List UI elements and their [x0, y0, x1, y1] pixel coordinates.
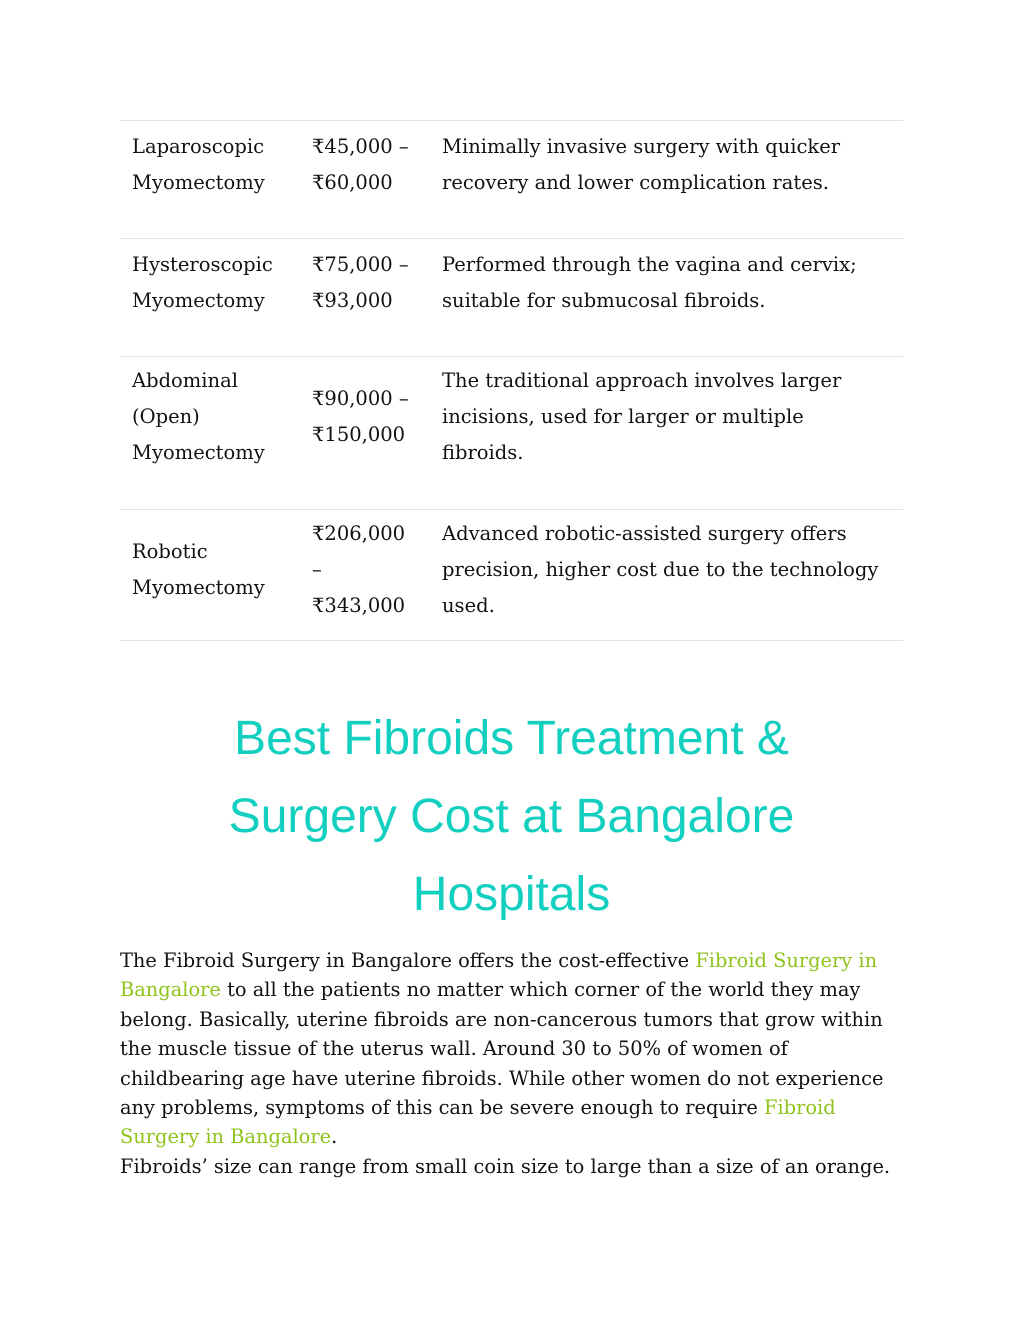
procedure-cell — [120, 357, 300, 509]
cost-cell — [300, 239, 430, 356]
description-text: incisions, used for larger or multiple — [442, 405, 804, 428]
paragraph-text: . — [331, 1125, 338, 1149]
table-row — [120, 239, 903, 357]
procedure-cell — [120, 239, 300, 356]
procedure-name: Myomectomy — [132, 289, 265, 312]
description-text: fibroids. — [442, 441, 524, 464]
section-heading — [120, 700, 903, 934]
fibroid-surgery-link[interactable]: Fibroid Surgery in Bangalore — [120, 949, 878, 1002]
description-text: used. — [442, 594, 495, 617]
heading-line: Best Fibroids Treatment & — [234, 712, 789, 765]
procedure-name: Myomectomy — [132, 171, 265, 194]
cost-range: ₹93,000 — [312, 289, 393, 312]
cost-table — [120, 120, 903, 641]
description-text: precision, higher cost due to the technology — [442, 558, 879, 581]
procedure-name: Laparoscopic — [132, 135, 265, 158]
cost-range: ₹60,000 — [312, 171, 393, 194]
description-text: suitable for submucosal fibroids. — [442, 289, 766, 312]
heading-line: Hospitals — [412, 868, 611, 921]
procedure-name: (Open) — [132, 405, 200, 428]
description-text: recovery and lower complication rates. — [442, 171, 829, 194]
description-text: The traditional approach involves larger — [442, 369, 842, 392]
table-row — [120, 121, 903, 239]
description-cell — [430, 239, 903, 356]
intro-paragraph — [120, 946, 910, 1152]
description-cell — [430, 510, 903, 640]
paragraph-text: The Fibroid Surgery in Bangalore offers the cost-effective — [120, 949, 696, 972]
procedure-name: Hysteroscopic — [132, 253, 273, 276]
cost-range: ₹343,000 — [312, 594, 406, 617]
cost-range: ₹45,000 – — [312, 135, 409, 158]
description-cell — [430, 121, 903, 238]
paragraph-text: to all the patients no matter which corner of the world they may belong. Basically, uterine fibroids are non-cancerous tumors that grow within the muscle tissue of the uterus wall. Around 30 to 50% of women of childbearing age have uterine fibroids. While other women do not experience any problems, symptoms of this can be severe enough to require — [120, 978, 884, 1120]
cost-range: ₹206,000 — [312, 522, 406, 545]
table-row — [120, 357, 903, 510]
procedure-name: Myomectomy — [132, 441, 265, 464]
procedure-name: Robotic — [132, 540, 208, 563]
description-text: Minimally invasive surgery with quicker — [442, 135, 841, 158]
cost-cell — [300, 121, 430, 238]
procedure-cell — [120, 121, 300, 238]
fibroid-surgery-link[interactable]: Fibroid Surgery in Bangalore — [120, 1096, 836, 1149]
cost-range: ₹75,000 – — [312, 253, 409, 276]
cost-range: ₹150,000 — [312, 423, 406, 446]
cost-range: ₹90,000 – — [312, 387, 409, 410]
size-paragraph: Fibroids’ size can range from small coin size to large than a size of an orange. — [120, 1154, 891, 1178]
cost-cell — [300, 357, 430, 509]
body-text — [120, 946, 910, 1181]
cost-cell — [300, 510, 430, 640]
cost-range: – — [312, 558, 322, 581]
description-text: Advanced robotic-assisted surgery offers — [442, 522, 847, 545]
heading-line: Surgery Cost at Bangalore — [228, 790, 795, 843]
description-cell — [430, 357, 903, 509]
procedure-cell — [120, 510, 300, 640]
procedure-name: Abdominal — [132, 369, 238, 392]
procedure-name: Myomectomy — [132, 576, 265, 599]
description-text: Performed through the vagina and cervix; — [442, 253, 857, 276]
table-row — [120, 510, 903, 641]
